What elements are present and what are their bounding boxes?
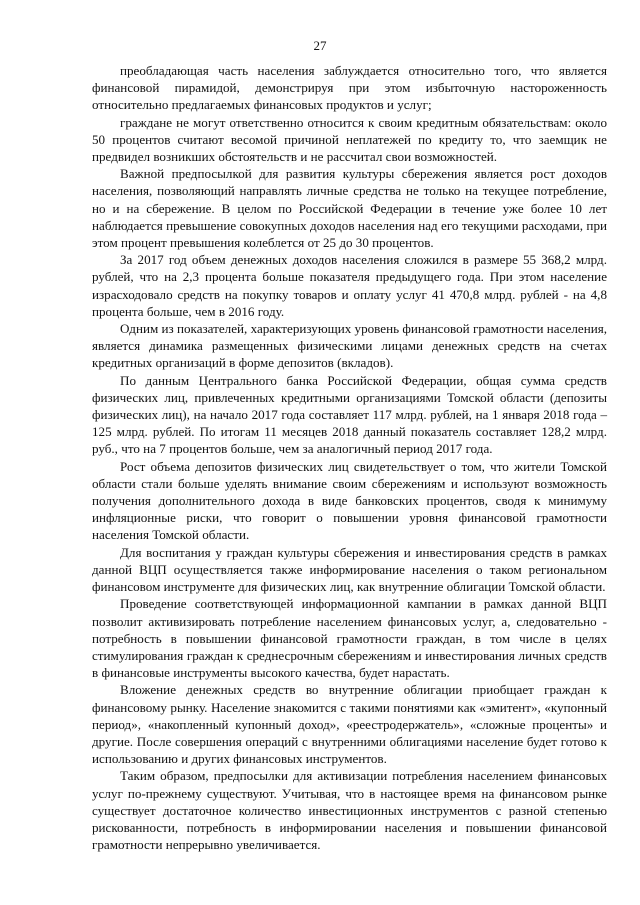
paragraph: граждане не могут ответственно относится к своим кредитным обязательствам: около 50 процентов считают весомой причиной неплатежей по кредиту то, что заемщик не предвидел возникших обстоятельств и не рассчитал свои возможностей. <box>92 114 607 165</box>
page-number: 27 <box>313 38 327 53</box>
paragraph: Вложение денежных средств во внутренние облигации приобщает граждан к финансовому рынку. Население знакомится с такими понятиями как «эмитент», «купонный период», «накопленный купонный доход», «реестродержатель», «сложные проценты» и другие. После совершения операций с внутренними облигациями население будет готово к использованию и других финансовых инструментов. <box>92 682 607 767</box>
paragraph: Рост объема депозитов физических лиц свидетельствует о том, что жители Томской области стали больше уделять внимание своим сбережениям и используют возможность получения дополнительного дохода в виде банковских процентов, сводя к минимуму инфляционные риски, что говорит о повышении уровня финансовой грамотности населения Томской области. <box>92 458 607 543</box>
paragraph: преобладающая часть населения заблуждается относительно того, что является финансовой пирамидой, демонстрируя при этом избыточную настороженность относительно предлагаемых финансовых продуктов и услуг; <box>92 63 607 113</box>
paragraph: Для воспитания у граждан культуры сбережения и инвестирования средств в рамках данной ВЦП осуществляется также информирование населения о таком региональном финансовом инструменте для физических лиц, как внутренние облигации Томской области. <box>92 544 607 595</box>
paragraph: Проведение соответствующей информационной кампании в рамках данной ВЦП позволит активизировать потребление населением финансовых услуг, а, следовательно - потребность в повышении финансовой грамотности граждан, в том числе в целях стимулирования граждан к среднесрочным сбережениям и инвестирования личных средств в финансовые инструменты высокого качества, будет нарастать. <box>92 596 607 681</box>
paragraph: Одним из показателей, характеризующих уровень финансовой грамотности населения, является динамика размещенных физическими лицами денежных средств на счетах кредитных организаций в форме депозитов (вкладов). <box>92 321 608 371</box>
document-body <box>92 62 607 853</box>
paragraph: Важной предпосылкой для развития культуры сбережения является рост доходов населения, позволяющий направлять личные средства не только на текущее потребление, но и на сбережение. В целом по Российской Федерации в течение уже более 10 лет наблюдается превышение совокупных доходов населения над его текущими расходами, при этом процент превышения колеблется от 25 до 30 процентов. <box>92 166 607 251</box>
paragraph: За 2017 год объем денежных доходов населения сложился в размере 55 368,2 млрд. рублей, что на 2,3 процента больше показателя предыдущего года. При этом население израсходовало средств на покупку товаров и оплату услуг 41 470,8 млрд. рублей - на 4,8 процента больше, чем в 2016 году. <box>92 252 607 319</box>
paragraph: По данным Центрального банка Российской Федерации, общая сумма средств физических лиц, привлеченных кредитными организациями Томской области (депозиты физических лиц), на начало 2017 года составляет 117 млрд. рублей, на 1 января 2018 года – 125 млрд. рублей. По итогам 11 месяцев 2018 данный показатель составляет 128,2 млрд. руб., что на 7 процентов больше, чем за аналогичный период 2017 года. <box>92 372 607 457</box>
paragraph: Таким образом, предпосылки для активизации потребления населением финансовых услуг по-прежнему существуют. Учитывая, что в настоящее время на финансовом рынке существует достаточное количество инвестиционных инструментов с разной степенью рискованности, потребность в информировании населения и повышении финансовой грамотности непрерывно увеличивается. <box>92 768 607 853</box>
